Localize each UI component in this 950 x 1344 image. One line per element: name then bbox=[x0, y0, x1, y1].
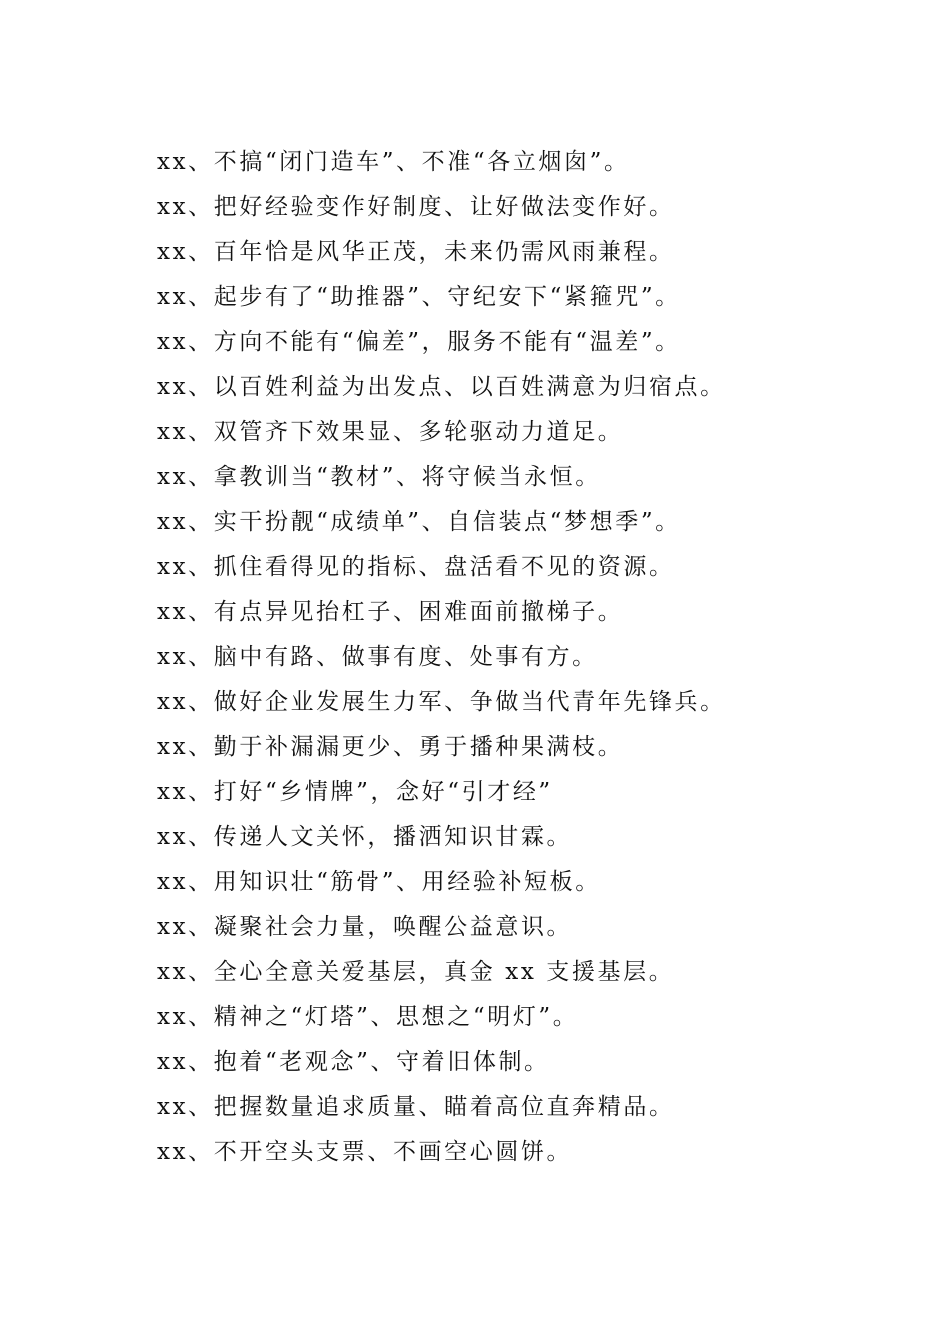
slogan-line: xx、凝聚社会力量，唤醒公益意识。 bbox=[157, 914, 573, 940]
slogan-line: xx、实干扮靓“成绩单”、自信装点“梦想季”。 bbox=[157, 509, 681, 535]
slogan-line: xx、脑中有路、做事有度、处事有方。 bbox=[157, 644, 598, 670]
slogan-line: xx、全心全意关爱基层，真金 xx 支援基层。 bbox=[157, 959, 675, 985]
slogan-line: xx、用知识壮“筋骨”、用经验补短板。 bbox=[157, 869, 601, 895]
slogan-line: xx、做好企业发展生力军、争做当代青年先锋兵。 bbox=[157, 689, 726, 715]
slogan-line: xx、抱着“老观念”、守着旧体制。 bbox=[157, 1049, 550, 1075]
slogan-line: xx、把握数量追求质量、瞄着高位直奔精品。 bbox=[157, 1094, 675, 1120]
slogan-line: xx、以百姓利益为出发点、以百姓满意为归宿点。 bbox=[157, 374, 726, 400]
slogan-line: xx、双管齐下效果显、多轮驱动力道足。 bbox=[157, 419, 624, 445]
slogan-line: xx、不搞“闭门造车”、不准“各立烟囱”。 bbox=[157, 149, 630, 175]
slogan-line: xx、传递人文关怀，播洒知识甘霖。 bbox=[157, 824, 573, 850]
slogan-list bbox=[157, 140, 777, 1175]
slogan-line: xx、不开空头支票、不画空心圆饼。 bbox=[157, 1139, 573, 1165]
slogan-line: xx、勤于补漏漏更少、勇于播种果满枝。 bbox=[157, 734, 624, 760]
slogan-line: xx、起步有了“助推器”、守纪安下“紧箍咒”。 bbox=[157, 284, 681, 310]
slogan-line: xx、抓住看得见的指标、盘活看不见的资源。 bbox=[157, 554, 675, 580]
slogan-line: xx、拿教训当“教材”、将守候当永恒。 bbox=[157, 464, 601, 490]
slogan-line: xx、精神之“灯塔”、思想之“明灯”。 bbox=[157, 1004, 579, 1030]
slogan-line: xx、有点异见抬杠子、困难面前撤梯子。 bbox=[157, 599, 624, 625]
slogan-line: xx、打好“乡情牌”，念好“引才经” bbox=[157, 779, 553, 805]
slogan-line: xx、把好经验变作好制度、让好做法变作好。 bbox=[157, 194, 675, 220]
slogan-line: xx、百年恰是风华正茂，未来仍需风雨兼程。 bbox=[157, 239, 675, 265]
slogan-line: xx、方向不能有“偏差”，服务不能有“温差”。 bbox=[157, 329, 681, 355]
